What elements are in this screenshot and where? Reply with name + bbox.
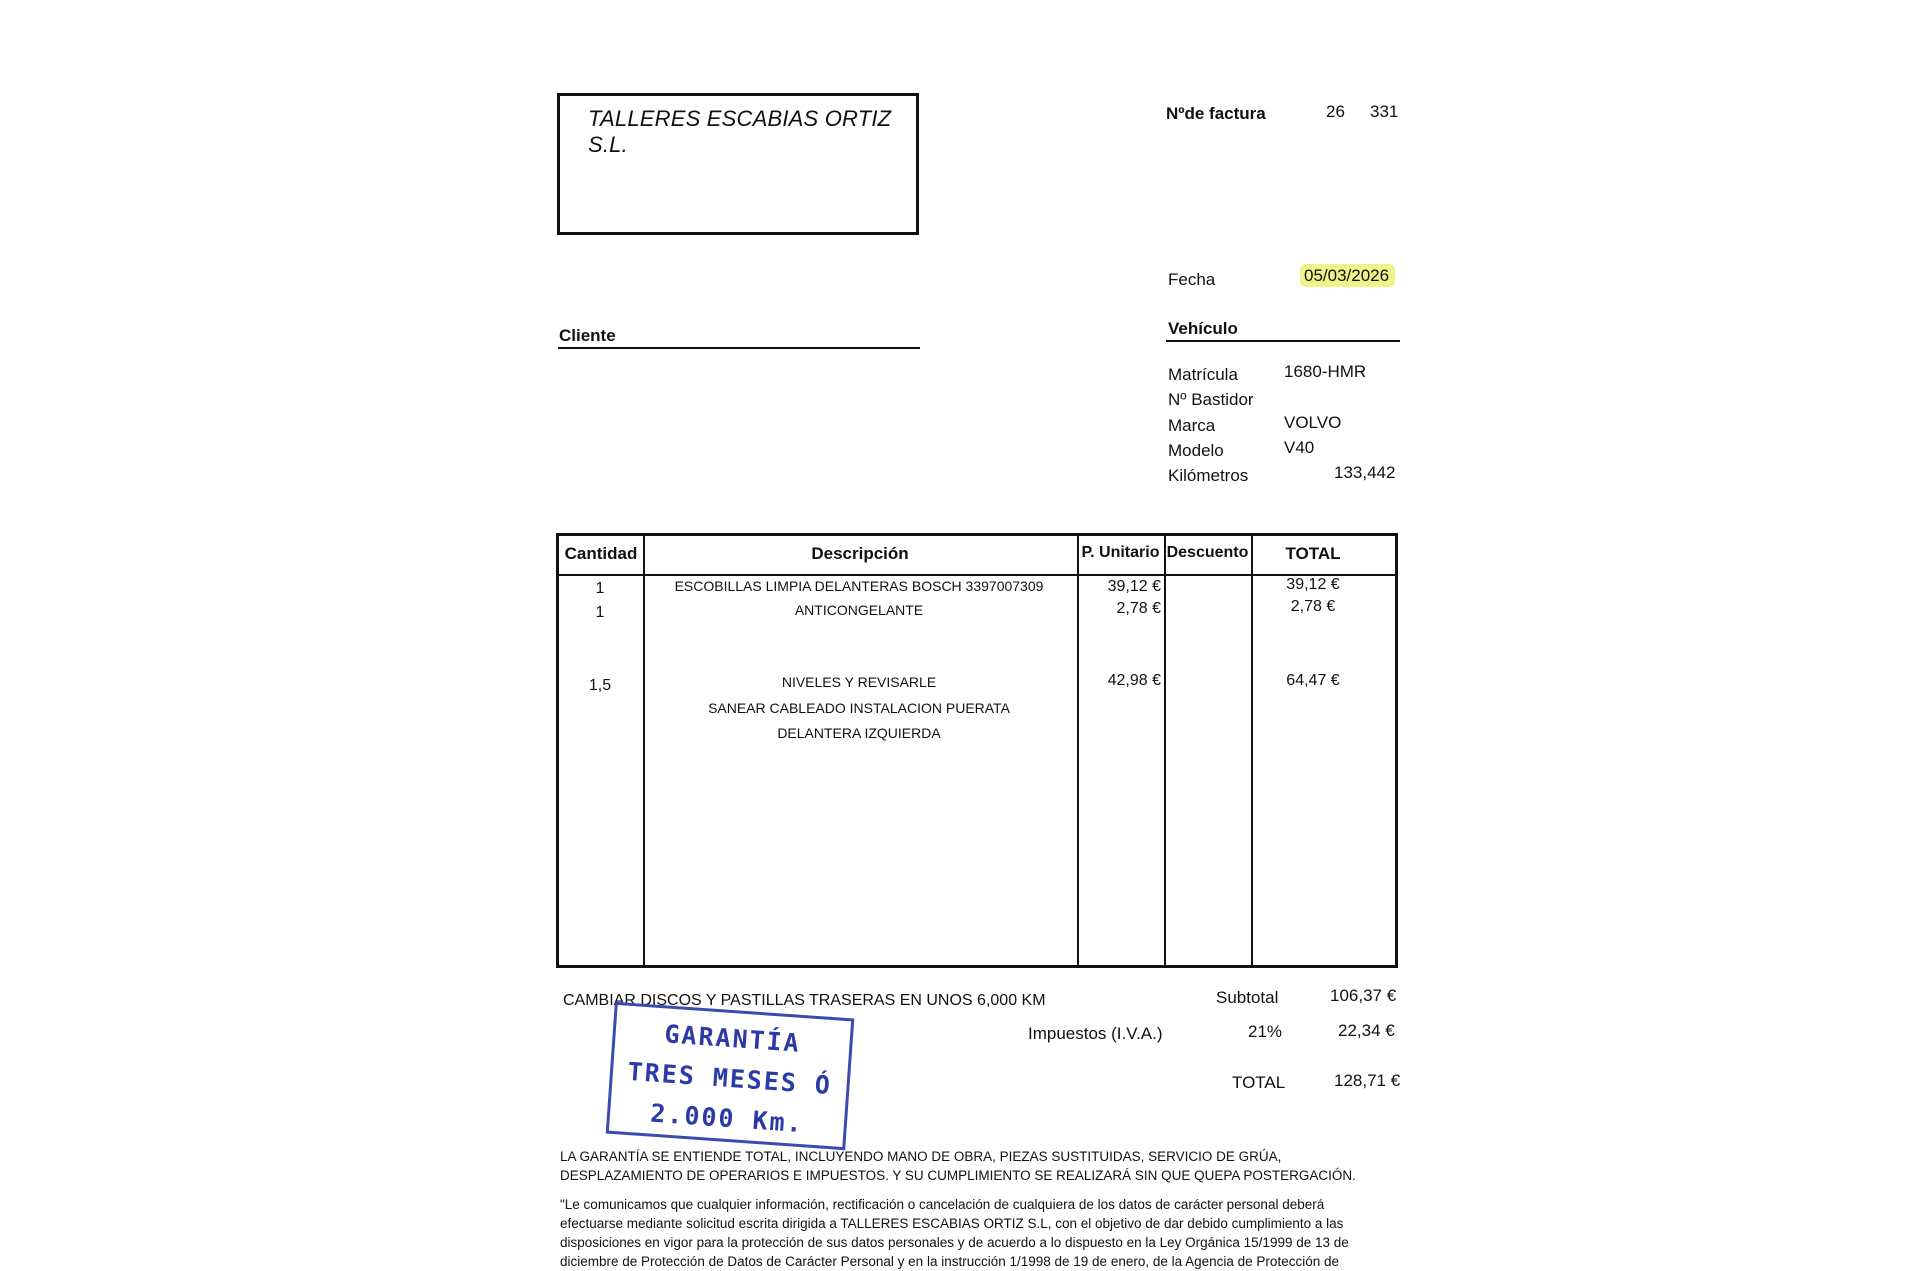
total-value: 128,71 € [1334,1071,1401,1090]
tax-value: 22,34 € [1338,1021,1395,1040]
km-label: Kilómetros [1168,466,1249,485]
model-value: V40 [1284,438,1315,457]
row-description: ESCOBILLAS LIMPIA DELANTERAS BOSCH 3397007309 [674,578,1044,594]
stamp-line: 2.000 Km. [649,1098,805,1139]
header-discount: Descuento [1166,544,1249,561]
plate-value: 1680-HMR [1284,362,1367,381]
client-underline [558,347,920,349]
invoice-date [1300,266,1395,286]
row-description: NIVELES Y REVISARLE [781,674,937,690]
header-unit-price: P. Unitario [1081,544,1160,561]
date-label: Fecha [1168,270,1216,289]
privacy-text: "Le comunicamos que cualquier información, rectificación o cancelación de cualquiera de los datos de carácter personal deberá efectuarse mediante solicitud escrita dirigida a TALLERES ESCABIAS ORTIZ S.L, con el objetivo de dar debido cumplimiento a las disposiciones en vigor para la protección de sus datos personales y de acuerdo a lo dispuesto en la Ley Orgánica 15/1999 de 13 de diciembre de Protección de Datos de Carácter Personal y en la instrucción 1/1998 de 19 de enero, de la Agencia de Protección de [560,1197,1349,1269]
row-unit-price: 42,98 € [1107,672,1161,689]
make-value: VOLVO [1284,413,1342,432]
vehicle-heading: Vehículo [1168,319,1238,338]
header-qty: Cantidad [564,544,638,563]
subtotal-label: Subtotal [1216,988,1279,1007]
row-unit-price: 2,78 € [1116,600,1161,617]
vehicle-underline [1166,340,1400,342]
invoice-date-value: 05/03/2026 [1300,264,1395,287]
tax-label: Impuestos (I.V.A.) [1028,1024,1163,1043]
header-total: TOTAL [1285,544,1341,563]
row-qty: 1 [595,580,605,597]
tax-rate: 21% [1248,1022,1283,1041]
km-value: 133,442 [1334,463,1396,482]
make-label: Marca [1168,416,1216,435]
row-description: ANTICONGELANTE [794,602,924,618]
invoice-number: 331 [1370,102,1399,121]
invoice-number-prefix: 26 [1326,102,1345,121]
column-divider [1164,536,1166,965]
row-description-extra: DELANTERA IZQUIERDA [777,725,941,741]
row-unit-price: 39,12 € [1107,578,1161,595]
row-total: 2,78 € [1290,598,1336,615]
header-description: Descripción [811,544,909,563]
invoice-number-label: Nºde factura [1166,104,1266,123]
subtotal-value: 106,37 € [1330,986,1397,1005]
row-description-extra: SANEAR CABLEADO INSTALACION PUERATA [708,700,1010,716]
chassis-label: Nº Bastidor [1168,390,1254,409]
stamp-line: TRES MESES Ó [626,1056,833,1101]
warranty-text: LA GARANTÍA SE ENTIENDE TOTAL, INCLUYENDO MANO DE OBRA, PIEZAS SUSTITUIDAS, SERVICIO DE GRÚA, DESPLAZAMIENTO DE OPERARIOS E IMPUESTOS. Y SU CUMPLIMIENTO SE REALIZARÁ SIN QUE QUEPA POSTERGACIÓN. [560,1149,1356,1183]
total-label: TOTAL [1232,1073,1286,1092]
plate-label: Matrícula [1168,365,1238,384]
stamp-line: GARANTÍA [663,1019,802,1058]
row-total: 39,12 € [1286,576,1340,593]
row-qty: 1 [595,604,605,621]
service-note: CAMBIAR DISCOS Y PASTILLAS TRASERAS EN UNOS 6,000 KM [563,992,1046,1009]
items-table [556,533,1398,968]
company-name: TALLERES ESCABIAS ORTIZ S.L. [588,106,892,157]
row-qty: 1,5 [588,677,612,694]
company-box [557,93,919,235]
model-label: Modelo [1168,441,1224,460]
warranty-stamp [606,1002,855,1150]
client-label: Cliente [559,326,616,345]
row-total: 64,47 € [1286,672,1340,689]
column-divider [643,536,645,965]
